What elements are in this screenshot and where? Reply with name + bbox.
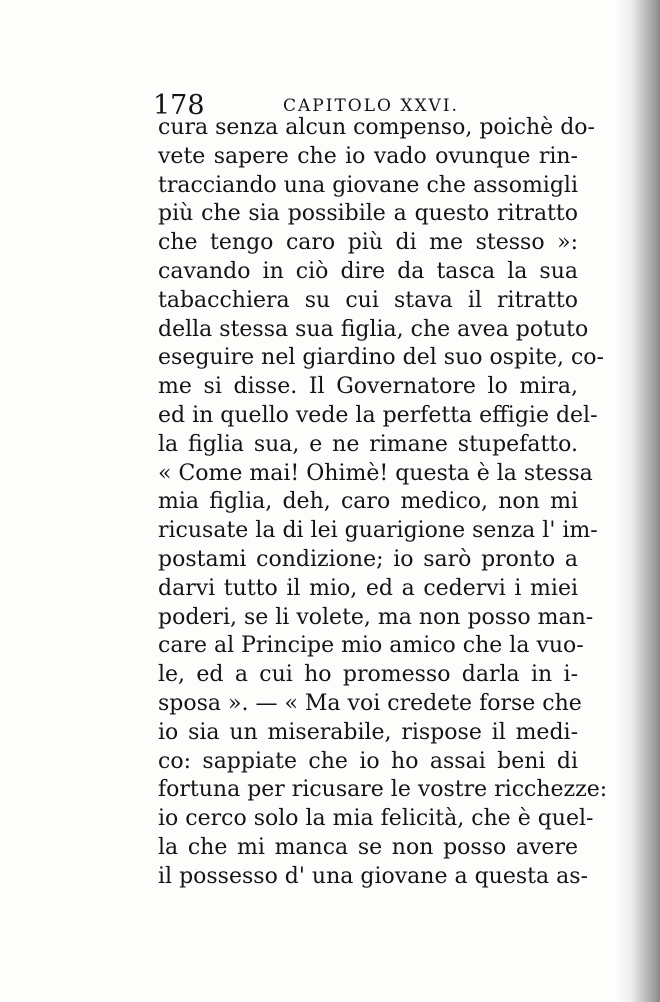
text-line: care al Principe mio amico che la vuo-: [158, 633, 584, 659]
text-line: tabacchiera su cui stava il ritratto: [158, 287, 578, 313]
text-line: vete sapere che io vado ovunque rin-: [158, 143, 578, 169]
text-line: cavando in ciò dire da tasca la sua: [158, 258, 578, 284]
text-line: fortuna per ricusare le vostre ricchezze:: [158, 777, 608, 803]
text-line: co: sappiate che io ho assai beni di: [158, 748, 578, 774]
text-line: poderi, se li volete, ma non posso man-: [158, 604, 594, 630]
text-line: « Come mai! Ohimè! questa è la stessa: [158, 460, 593, 486]
text-line: più che sia possibile a questo ritratto: [158, 201, 578, 227]
text-line: ed in quello vede la perfetta effigie del-: [158, 402, 598, 428]
text-line: il possesso d' una giovane a questa as-: [158, 863, 588, 889]
text-line: darvi tutto il mio, ed a cedervi i miei: [158, 575, 578, 601]
text-line: me si disse. Il Governatore lo mira,: [158, 374, 578, 400]
text-line: io sia un miserabile, rispose il medi-: [158, 719, 578, 745]
running-head: CAPITOLO XXVI.: [283, 96, 459, 116]
page-number: 178: [153, 90, 205, 121]
text-line: le, ed a cui ho promesso darla in i-: [158, 662, 578, 688]
body-text: [158, 114, 608, 892]
text-line: io cerco solo la mia felicità, che è quel-: [158, 806, 594, 832]
text-line: della stessa sua figlia, che avea potuto: [158, 316, 589, 342]
text-line: sposa ». — « Ma voi credete forse che: [158, 690, 582, 716]
text-line: postami condizione; io sarò pronto a: [158, 546, 578, 572]
text-line: la figlia sua, e ne rimane stupefatto.: [158, 431, 578, 457]
text-line: la che mi manca se non posso avere: [158, 834, 578, 860]
text-line: che tengo caro più di me stesso »:: [158, 230, 578, 256]
text-line: cura senza alcun compenso, poichè do-: [158, 115, 595, 140]
text-line: eseguire nel giardino del suo ospite, co-: [158, 345, 604, 371]
page-binding-edge: [616, 0, 660, 1002]
text-line: tracciando una giovane che assomigli: [158, 172, 578, 198]
text-line: mia figlia, deh, caro medico, non mi: [158, 489, 578, 515]
text-line: ricusate la di lei guarigione senza l' im-: [158, 518, 598, 544]
